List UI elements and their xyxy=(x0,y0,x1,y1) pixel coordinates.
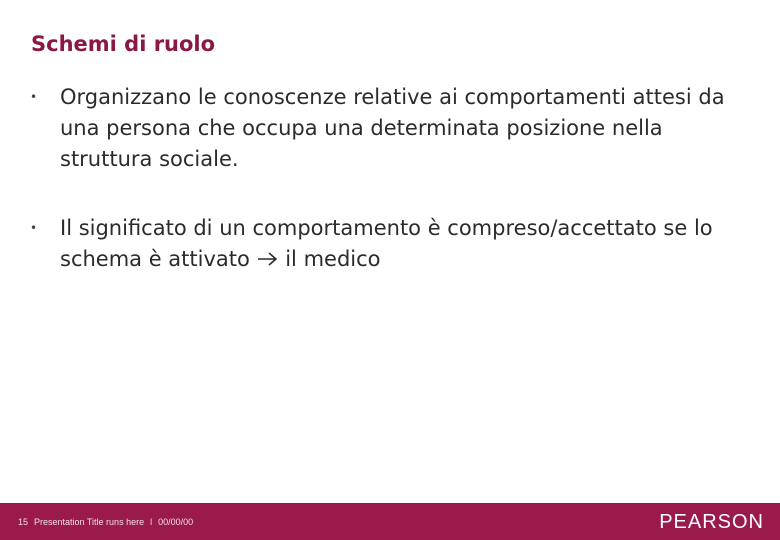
footer-separator: l xyxy=(150,517,153,527)
footer-bar xyxy=(0,503,780,540)
bullet-icon: • xyxy=(30,221,38,235)
bullet-list xyxy=(30,82,760,275)
footer-info xyxy=(18,517,199,527)
slide-number: 15 xyxy=(18,517,29,527)
slide-title: Schemi di ruolo xyxy=(31,32,216,56)
presentation-title: Presentation Title runs here xyxy=(34,517,145,527)
bullet-text: Organizzano le conoscenze relative ai comportamenti attesi da una persona che occupa una determinata posizione nella struttura sociale. xyxy=(60,85,725,171)
bullet-icon: • xyxy=(30,90,38,104)
bullet-text: Il significato di un comportamento è compreso/accettato se lo schema è attivato xyxy=(60,216,713,271)
pearson-logo: PEARSON xyxy=(659,511,764,533)
bullet-item xyxy=(30,82,760,175)
arrow-right-icon xyxy=(257,251,279,267)
footer-date: 00/00/00 xyxy=(158,517,194,527)
bullet-item xyxy=(30,213,760,275)
bullet-text-tail: il medico xyxy=(278,247,381,271)
